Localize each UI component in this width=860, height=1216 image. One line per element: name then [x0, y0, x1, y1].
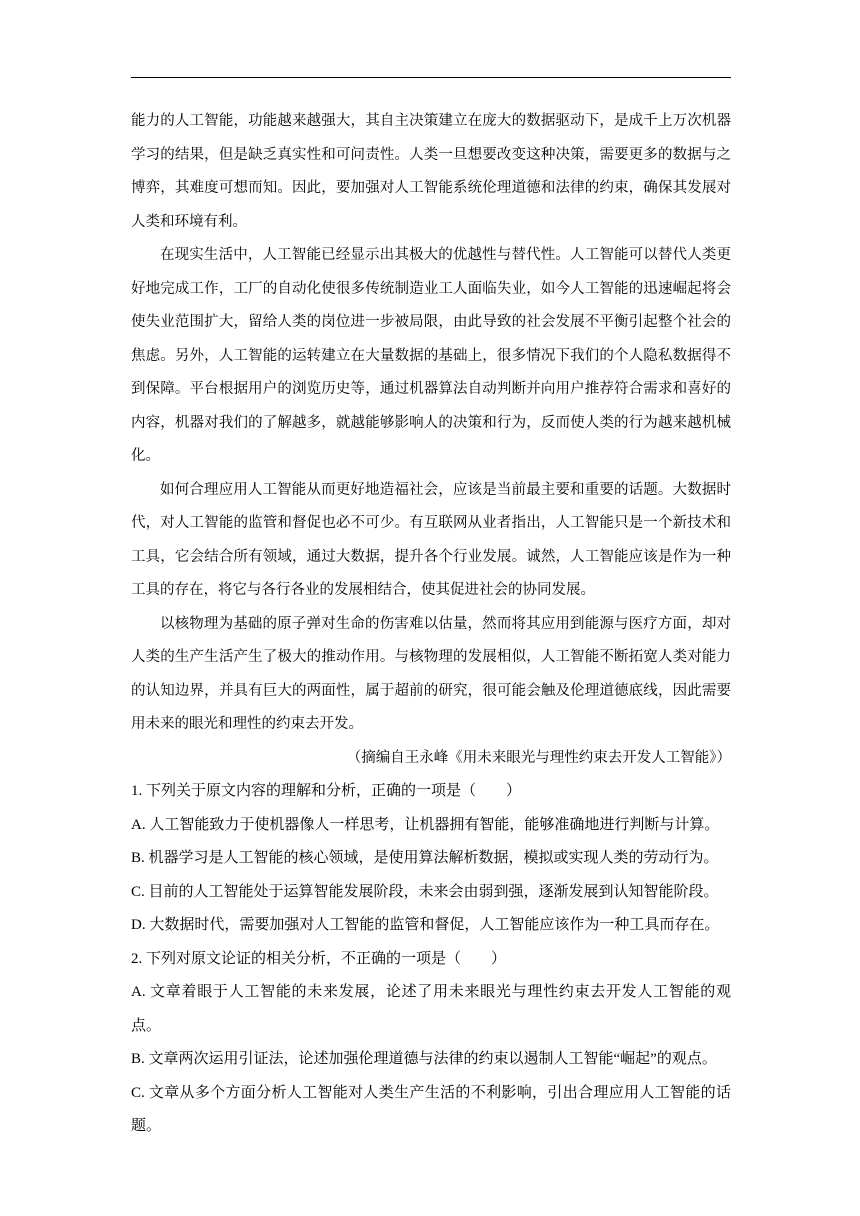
- answer-option: A. 文章着眼于人工智能的未来发展，论述了用未来眼光与理性约束去开发人工智能的观点。: [131, 984, 731, 1034]
- passage-paragraph: 在现实生活中，人工智能已经显示出其极大的优越性与替代性。人工智能可以替代人类更好地完成工作，工厂的自动化使很多传统制造业工人面临失业，如今人工智能的迅速崛起将会使失业范围扩大，留给人类的岗位进一步被局限，由此导致的社会发展不平衡引起整个社会的焦虑。另外，人工智能的运转建立在大量数据的基础上，很多情况下我们的个人隐私数据得不到保障。平台根据用户的浏览历史等，通过机器算法自动判断并向用户推荐符合需求和喜好的内容，机器对我们的了解越多，就越能够影响人的决策和行为，反而使人类的行为越来越机械化。: [131, 247, 731, 464]
- document-body: [131, 105, 731, 1144]
- passage-paragraph: 如何合理应用人工智能从而更好地造福社会，应该是当前最主要和重要的话题。大数据时代，对人工智能的监管和督促也必不可少。有互联网从业者指出，人工智能只是一个新技术和工具，它会结合所有领域，通过大数据，提升各个行业发展。诚然，人工智能应该是作为一种工具的存在，将它与各行各业的发展相结合，使其促进社会的协同发展。: [131, 481, 731, 598]
- answer-option: D. 大数据时代，需要加强对人工智能的监管和督促，人工智能应该作为一种工具而存在。: [131, 917, 720, 933]
- question-stem: 1. 下列关于原文内容的理解和分析，正确的一项是（ ）: [131, 783, 522, 799]
- passage-paragraph: 能力的人工智能，功能越来越强大，其自主决策建立在庞大的数据驱动下，是成千上万次机器学习的结果，但是缺乏真实性和可问责性。人类一旦想要改变这种决策，需要更多的数据与之博弈，其难度可想而知。因此，要加强对人工智能系统伦理道德和法律的约束，确保其发展对人类和环境有利。: [131, 113, 731, 230]
- answer-option: B. 文章两次运用引证法，论述加强伦理道德与法律的约束以遏制人工智能“崛起”的观点。: [131, 1051, 717, 1067]
- header-rule: [131, 77, 731, 78]
- answer-option: C. 文章从多个方面分析人工智能对人类生产生活的不利影响，引出合理应用人工智能的话题。: [131, 1084, 731, 1134]
- source-citation: （摘编自王永峰《用未来眼光与理性约束去开发人工智能》）: [346, 749, 731, 766]
- passage-paragraph: 以核物理为基础的原子弹对生命的伤害难以估量，然而将其应用到能源与医疗方面，却对人类的生产生活产生了极大的推动作用。与核物理的发展相似，人工智能不断拓宽人类对能力的认知边界，并具有巨大的两面性，属于超前的研究，很可能会触及伦理道德底线，因此需要用未来的眼光和理性的约束去开发。: [131, 615, 731, 732]
- answer-option: A. 人工智能致力于使机器像人一样思考，让机器拥有智能，能够准确地进行判断与计算。: [131, 816, 720, 833]
- question-stem: 2. 下列对原文论证的相关分析，不正确的一项是（ ）: [131, 950, 507, 967]
- answer-option: C. 目前的人工智能处于运算智能发展阶段，未来会由弱到强，逐渐发展到认知智能阶段。: [131, 883, 719, 900]
- answer-option: B. 机器学习是人工智能的核心领域，是使用算法解析数据，模拟或实现人类的劳动行为。: [131, 850, 719, 866]
